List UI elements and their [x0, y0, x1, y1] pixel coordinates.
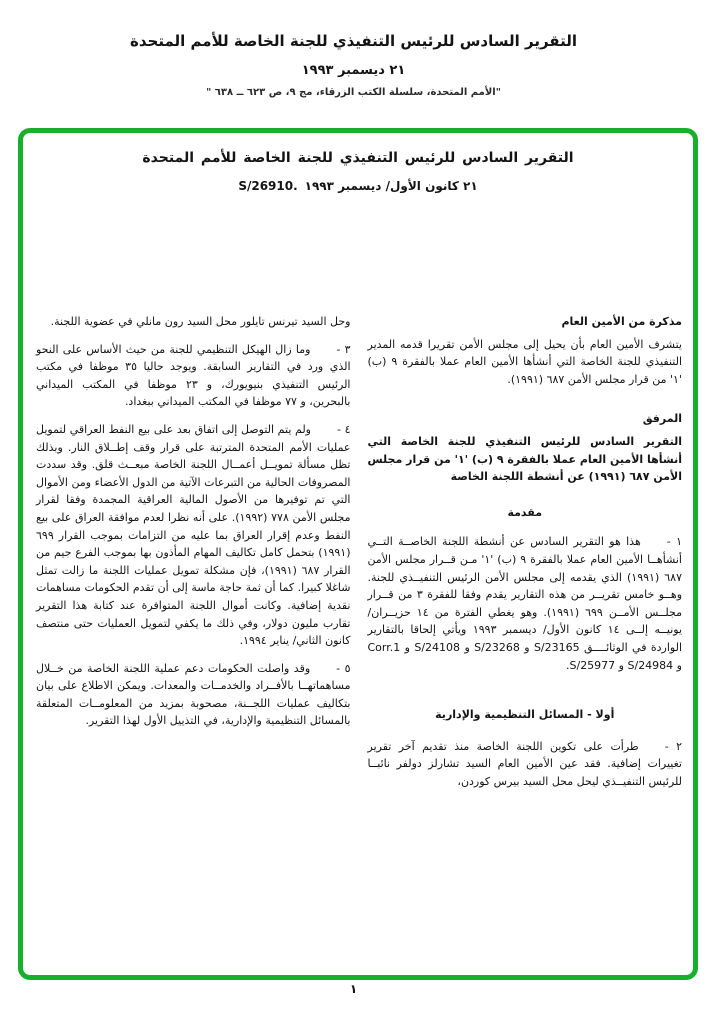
paragraph-number: ٥ -: [336, 661, 351, 675]
header-title: التقرير السادس للرئيس التنفيذي للجنة الخاصة للأمم المتحدة: [130, 32, 577, 50]
annex-title: التقرير السادس للرئيس التنفيذي للجنة الخاصة التي أنشأها الأمين العام عملا بالفقرة ٩ (ب) '١' من قرار مجلس الأمن ٦٨٧ (١٩٩١) عن أنشطة اللجنة الخاصة: [367, 434, 682, 484]
column-left: [36, 313, 351, 800]
paragraph-number: ٤ -: [336, 422, 351, 436]
header-citation: "الأمم المتحدة، سلسلة الكتب الزرقاء، مج ٩، ص ٦٢٣ ــ ٦٣٨ ": [206, 87, 501, 98]
paragraph-4: ٤ -ولم يتم التوصل إلى اتفاق بعد على بيع النفط العراقي لتمويل عمليات الأمم المتحدة المترتبة على قرار وقف إطــلاق النار. وبذلك تظل مسألة تمويــل أعمــال اللجنة الخاصة مبعــث قلق. وقد سددت المصروفات الحالية من التبرعات الآتية من الدول الأعضاء ومن الأموال التي تم توفيرها من الأصول المالية العراقية المجمدة وفقا لقرار مجلس الأمن ٧٧٨ (١٩٩٢). على أنه نظرا لعدم موافقة العراق على بيع النفط وعدم إقرار العراق بما عليه من التزامات بموجب القرار ٦٩٩ (١٩٩١) بتحمل كامل تكاليف المهام المأذون بها بموجب الفرع جيم من القرار ٦٨٧ (١٩٩١)، فإن مشكلة تمويل عمليات اللجنة ما زالت تمثل شاغلا كبيرا. كما أن ثمة حاجة ماسة إلى أن تقدم الحكومات مساهمات نقدية إضافية. وكانت أموال اللجنة المتوافرة عند كتابة هذا التقرير تقارب مليون دولار، وفي ذلك ما يكفي لتمويل العمليات حتى منتصف كانون الثاني/ يناير ١٩٩٤.: [36, 422, 351, 648]
column-right: [368, 313, 683, 800]
page-number: ١: [349, 982, 358, 996]
header-date: ٢١ ديسمبر ١٩٩٣: [301, 63, 406, 78]
page-header: [0, 30, 707, 98]
document-symbol: S/26910.: [238, 179, 298, 193]
memo-heading: مذكرة من الأمين العام: [561, 315, 682, 328]
memo-paragraph: يتشرف الأمين العام بأن يحيل إلى مجلس الأمن تقريرا قدمه المدير التنفيذي للجنة الخاصة التي أنشأها الأمين العام عملا بالفقرة ٩ (ب) '١' من قرار مجلس الأمن ٦٨٧ (١٩٩١).: [367, 337, 683, 386]
report-box: [18, 128, 698, 980]
paragraph-number: ١ -: [666, 535, 682, 549]
paragraph-1: ١ -هذا هو التقرير السادس عن أنشطة اللجنة الخاصــة التــي أنشأهــا الأمين العام عملا بالفقرة ٩ (ب) '١' مـن قــرار مجلس الأمن ٦٨٧ (١٩٩١) الذي يقدمه إلى مجلس الأمن الرئيس التنفيــذي للجنة. وهــو خامس تقريــر من هذه التقارير يقدم وفقا للفقرة ٣ من قــرار مجلــس الأمــن ٦٩٩ (١٩٩١). وهو يغطي الفترة من ١٤ حزيــران/ يونيــه إلــى ١٤ كانون الأول/ ديسمبر ١٩٩٣ ويأتي إلحاقا بالتقارير الواردة في الوثائــــق S/23165 و S/23268 و S/24108 و Corr.1 و S/24984 و S/25977.: [367, 535, 683, 672]
carryover-paragraph: وحل السيد تيرنس تايلور محل السيد رون مانلي في عضوية اللجنة.: [50, 315, 351, 328]
box-title: التقرير السادس للرئيس التنفيذي للجنة الخاصة للأمم المتحدة: [142, 150, 574, 166]
section-one-heading: أولا - المسائل التنظيمية والإدارية: [435, 708, 615, 722]
box-subtitle: [23, 179, 693, 193]
introduction-heading: مقدمة: [507, 505, 543, 519]
paragraph-3: ٣ -وما زال الهيكل التنظيمي للجنة من حيث الأساس على النحو الذي ورد في التقارير السابقة. ويوجد حاليا ٣٥ موظفا في مكتب الرئيس التنفيذي بنيويورك، و ٢٣ موظفا في المكتب الميداني بالبحرين، و ٧٧ موظفا في المكتب الميداني ببغداد.: [36, 342, 351, 409]
page-footer: [0, 982, 707, 996]
paragraph-number: ٢ -: [664, 739, 682, 753]
paragraph-5: ٥ -وقد واصلت الحكومات دعم عملية اللجنة الخاصة من خــلال مساهماتهــا بالأفــراد والخدمــات والمعدات. ويمكن الاطلاع على بيان بتكاليف عمليات اللجــنة، مصحوبة بمزيد من المعلومــات المتعلقة بالمسائل التنظيمية والإدارية، في التذييل الأول لهذا التقرير.: [36, 661, 351, 728]
document-date: ٢١ كانون الأول/ ديسمبر ١٩٩٣: [304, 179, 478, 193]
two-column-body: [23, 313, 693, 800]
paragraph-2: ٢ -طرأت على تكوين اللجنة الخاصة منذ تقديم آخر تقرير تغييرات إضافية. فقد عين الأمين العام السيد تشارلز دولفر نائبــا للرئيس التنفيــذي ليحل محل السيد بيرس كوردن،: [367, 739, 682, 788]
annex-heading: المرفق: [642, 412, 682, 426]
paragraph-number: ٣ -: [336, 342, 351, 356]
